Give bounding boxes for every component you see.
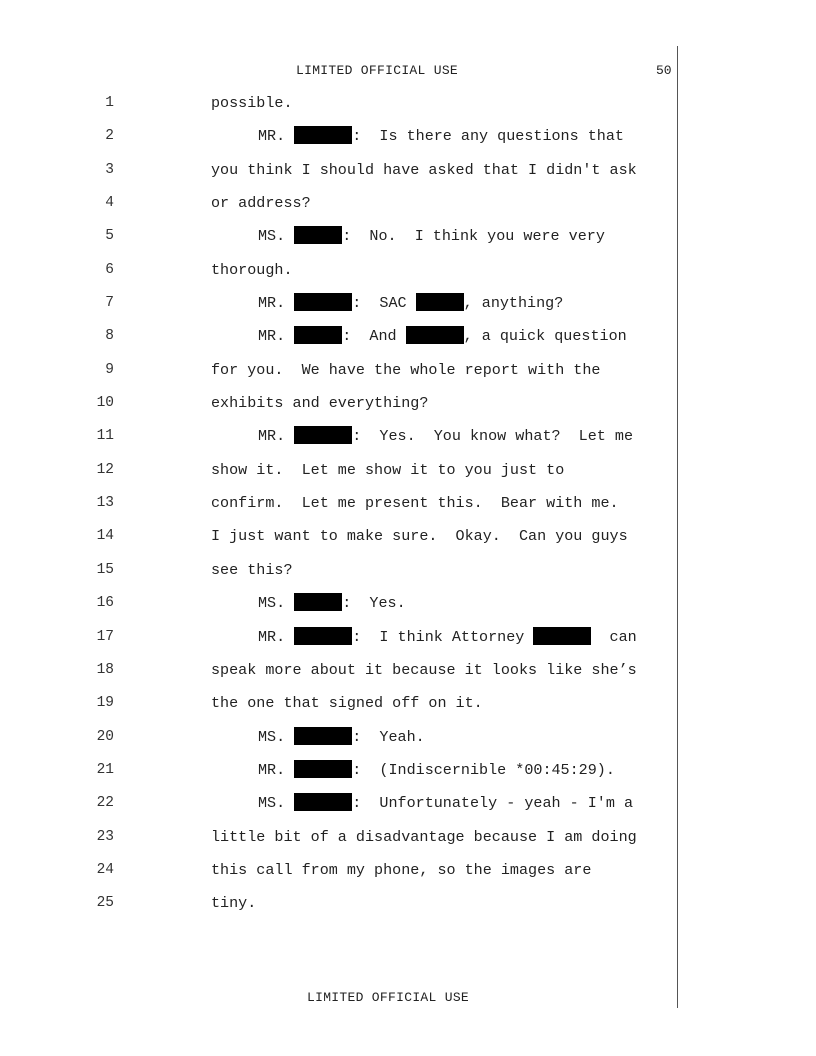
text-segment: speak more about it because it looks like she’s xyxy=(211,660,637,679)
text-segment: MS. xyxy=(258,227,295,246)
footer-classification: LIMITED OFFICIAL USE xyxy=(307,990,470,1005)
line-number: 12 xyxy=(96,461,114,478)
line-text xyxy=(258,326,627,346)
text-segment: little bit of a disadvantage because I am doing xyxy=(211,827,637,846)
transcript-line xyxy=(0,693,816,726)
transcript-line xyxy=(0,160,816,193)
line-text xyxy=(258,593,406,613)
line-text xyxy=(211,526,628,546)
text-segment: MR. xyxy=(258,627,295,646)
line-text xyxy=(211,360,600,380)
text-segment: you think I should have asked that I didn't ask xyxy=(211,160,637,179)
text-segment: MR. xyxy=(258,127,295,146)
line-number: 18 xyxy=(96,661,114,678)
text-segment: can xyxy=(591,627,637,646)
redaction-block xyxy=(294,627,352,645)
text-segment: , anything? xyxy=(463,294,564,313)
redaction-block xyxy=(294,293,352,311)
text-segment: , a quick question xyxy=(463,327,627,346)
header-classification: LIMITED OFFICIAL USE xyxy=(296,63,459,78)
text-segment: for you. We have the whole report with the xyxy=(211,360,601,379)
transcript-line xyxy=(0,226,816,259)
line-text xyxy=(211,660,637,680)
transcript-line xyxy=(0,260,816,293)
text-segment: this call from my phone, so the images are xyxy=(211,860,592,879)
text-segment: MR. xyxy=(258,760,295,779)
text-segment: : Yes. You know what? Let me xyxy=(352,427,634,446)
text-segment: or address? xyxy=(211,194,311,213)
text-segment: the one that signed off on it. xyxy=(211,694,483,713)
text-segment: MS. xyxy=(258,727,295,746)
text-segment: : (Indiscernible *00:45:29). xyxy=(352,760,615,779)
redaction-block xyxy=(294,793,352,811)
text-segment: confirm. Let me present this. Bear with me. xyxy=(211,494,619,513)
transcript-line xyxy=(0,360,816,393)
text-segment: thorough. xyxy=(211,260,293,279)
line-number: 1 xyxy=(105,95,114,111)
redaction-block xyxy=(294,226,342,244)
transcript-line xyxy=(0,660,816,693)
line-text xyxy=(258,126,624,146)
text-segment: exhibits and everything? xyxy=(211,394,429,413)
text-segment: tiny. xyxy=(211,894,257,913)
line-number: 4 xyxy=(105,195,114,212)
redaction-block xyxy=(416,293,464,311)
transcript-line xyxy=(0,193,816,226)
transcript-line xyxy=(0,793,816,826)
transcript-line xyxy=(0,727,816,760)
line-number: 22 xyxy=(96,795,114,812)
line-text xyxy=(211,893,256,913)
line-number: 19 xyxy=(96,695,114,712)
redaction-block xyxy=(294,326,342,344)
redaction-block xyxy=(294,126,352,144)
line-number: 23 xyxy=(96,828,114,845)
line-text xyxy=(211,393,428,413)
text-segment: : Unfortunately - yeah - I'm a xyxy=(352,794,634,813)
line-number: 15 xyxy=(96,561,114,578)
text-segment: : No. I think you were very xyxy=(342,227,605,246)
text-segment: possible. xyxy=(211,94,293,112)
line-text xyxy=(258,426,633,446)
transcript-line xyxy=(0,893,816,926)
transcript-line xyxy=(0,326,816,359)
line-number: 9 xyxy=(105,361,114,378)
line-number: 20 xyxy=(96,728,114,745)
transcript-line xyxy=(0,393,816,426)
line-text xyxy=(258,793,633,813)
transcript-line xyxy=(0,426,816,459)
line-number: 7 xyxy=(105,295,114,312)
line-number: 5 xyxy=(105,228,114,245)
line-number: 24 xyxy=(96,861,114,878)
line-text xyxy=(211,693,483,713)
transcript-line xyxy=(0,93,816,126)
line-text xyxy=(211,493,619,513)
text-segment: MS. xyxy=(258,594,295,613)
line-text xyxy=(211,93,293,113)
line-text xyxy=(211,827,637,847)
redaction-block xyxy=(294,426,352,444)
transcript-line xyxy=(0,627,816,660)
line-text xyxy=(211,193,311,213)
line-number: 14 xyxy=(96,528,114,545)
text-segment: MR. xyxy=(258,427,295,446)
line-text xyxy=(258,627,637,647)
redaction-block xyxy=(406,326,464,344)
line-number: 11 xyxy=(96,428,114,445)
transcript-line xyxy=(0,126,816,159)
transcript-line xyxy=(0,293,816,326)
line-number: 3 xyxy=(105,161,114,178)
transcript-line xyxy=(0,827,816,860)
text-segment: : Yeah. xyxy=(352,727,425,746)
text-segment: : Yes. xyxy=(342,594,406,613)
redaction-block xyxy=(294,593,342,611)
transcript-line xyxy=(0,560,816,593)
redaction-block xyxy=(294,727,352,745)
line-number: 8 xyxy=(105,328,114,345)
line-number: 16 xyxy=(96,595,114,612)
line-number: 13 xyxy=(96,495,114,512)
transcript-body xyxy=(0,93,816,927)
line-text xyxy=(211,560,293,580)
text-segment: show it. Let me show it to you just to xyxy=(211,460,565,479)
text-segment: : And xyxy=(342,327,406,346)
transcript-line xyxy=(0,460,816,493)
text-segment: : Is there any questions that xyxy=(352,127,624,146)
redaction-block xyxy=(533,627,591,645)
transcript-line xyxy=(0,493,816,526)
transcript-line xyxy=(0,593,816,626)
line-text xyxy=(258,226,605,246)
line-text xyxy=(258,760,615,780)
line-text xyxy=(211,460,564,480)
line-number: 17 xyxy=(96,628,114,645)
text-segment: : SAC xyxy=(352,294,416,313)
text-segment: I just want to make sure. Okay. Can you guys xyxy=(211,527,628,546)
page-header xyxy=(0,63,816,81)
text-segment: MR. xyxy=(258,294,295,313)
line-number: 21 xyxy=(96,761,114,778)
line-text xyxy=(211,160,637,180)
transcript-line xyxy=(0,860,816,893)
transcript-line xyxy=(0,760,816,793)
line-number: 6 xyxy=(105,261,114,278)
text-segment: : I think Attorney xyxy=(352,627,534,646)
line-number: 2 xyxy=(105,128,114,145)
line-number: 25 xyxy=(96,895,114,912)
line-number: 10 xyxy=(96,395,114,412)
redaction-block xyxy=(294,760,352,778)
page-number: 50 xyxy=(656,63,672,78)
line-text xyxy=(211,260,293,280)
text-segment: MS. xyxy=(258,794,295,813)
text-segment: MR. xyxy=(258,327,295,346)
line-text xyxy=(258,293,563,313)
transcript-line xyxy=(0,526,816,559)
text-segment: see this? xyxy=(211,560,293,579)
line-text xyxy=(211,860,591,880)
line-text xyxy=(258,727,425,747)
